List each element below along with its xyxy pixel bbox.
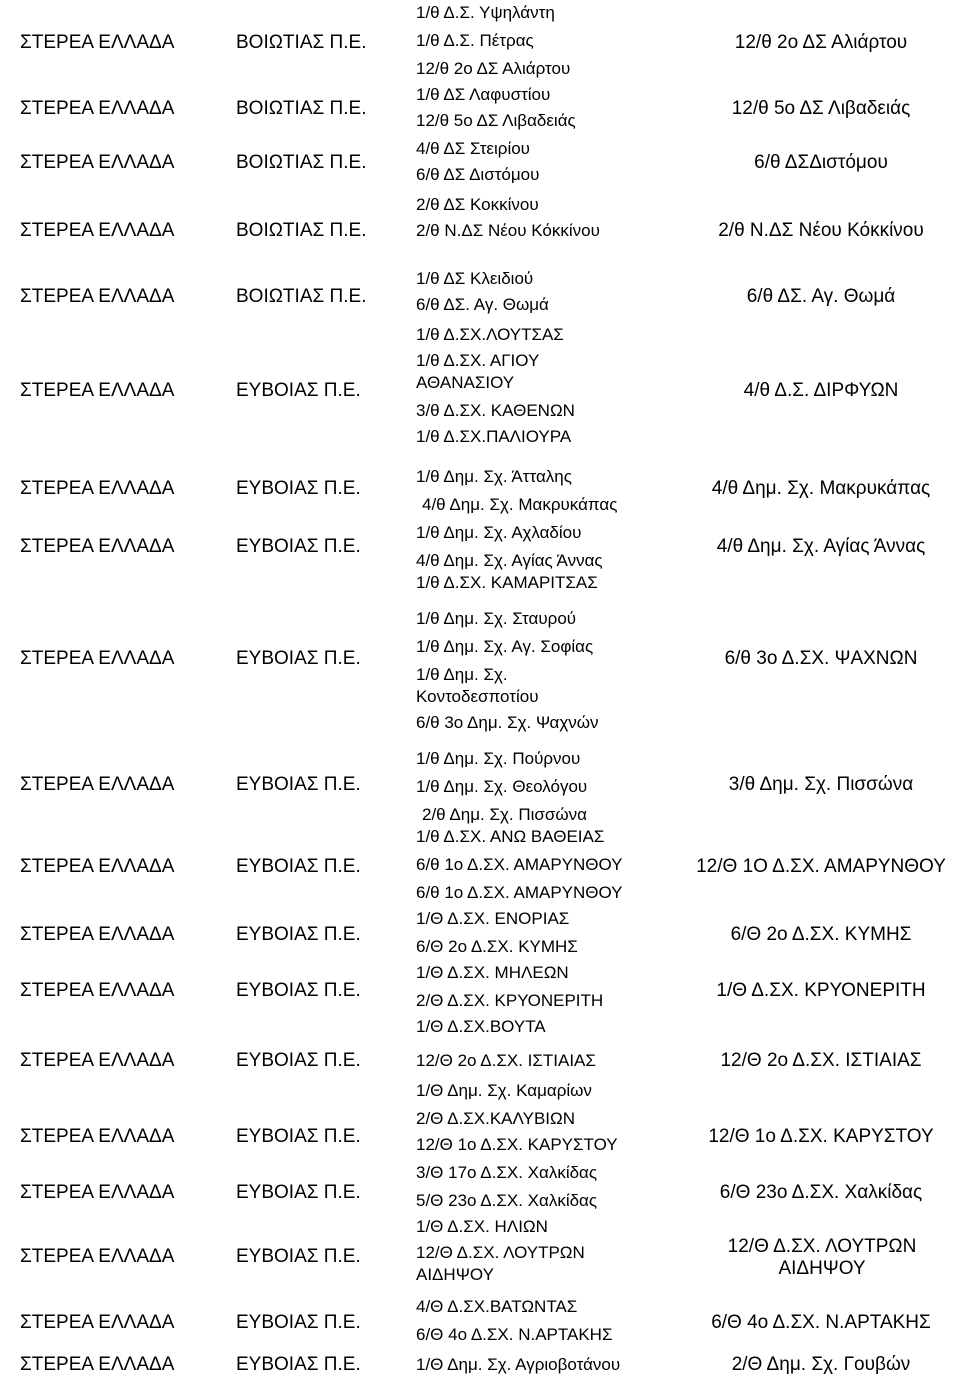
schools-cell bbox=[416, 1080, 686, 1156]
school-item: 1/θ ΔΣ Κλειδιού bbox=[416, 269, 534, 288]
merged-school-cell: 1/Θ Δ.ΣΧ. ΚΡΥΟΝΕΡΙΤΗ bbox=[716, 980, 926, 1001]
school-item: 1/θ Δ.ΣΧ.ΛΟΥΤΣΑΣ bbox=[416, 325, 564, 344]
school-item: 2/θ Ν.ΔΣ Νέου Κόκκίνου bbox=[416, 221, 600, 240]
unit-cell: ΒΟΙΩΤΙΑΣ Π.Ε. bbox=[236, 152, 367, 173]
unit-cell: ΕΥΒΟΙΑΣ Π.Ε. bbox=[236, 1312, 361, 1333]
schools-cell bbox=[416, 522, 686, 572]
school-item: 1/θ Δημ. Σχ. Κοντοδεσποτίου bbox=[416, 665, 539, 706]
table-row bbox=[0, 464, 960, 520]
unit-cell: ΕΥΒΟΙΑΣ Π.Ε. bbox=[236, 774, 361, 795]
region-cell: ΣΤΕΡΕΑ ΕΛΛΑΔΑ bbox=[20, 980, 175, 1001]
school-item: 5/Θ 23ο Δ.ΣΧ. Χαλκίδας bbox=[416, 1191, 598, 1210]
school-item: 1/θ Δ.Σ. Υψηλάντη bbox=[416, 3, 555, 22]
unit-cell: ΕΥΒΟΙΑΣ Π.Ε. bbox=[236, 648, 361, 669]
table-row bbox=[0, 522, 960, 574]
school-item: 6/θ 3ο Δημ. Σχ. Ψαχνών bbox=[416, 713, 599, 732]
school-item: 1/Θ Δ.ΣΧ. ΗΛΙΩΝ bbox=[416, 1217, 548, 1236]
school-item: 1/θ Δ.Σ. Πέτρας bbox=[416, 31, 534, 50]
unit-cell: ΒΟΙΩΤΙΑΣ Π.Ε. bbox=[236, 220, 367, 241]
table-row bbox=[0, 962, 960, 1014]
unit-cell: ΕΥΒΟΙΑΣ Π.Ε. bbox=[236, 1182, 361, 1203]
unit-cell: ΕΥΒΟΙΑΣ Π.Ε. bbox=[236, 856, 361, 877]
unit-cell: ΕΥΒΟΙΑΣ Π.Ε. bbox=[236, 536, 361, 557]
region-cell: ΣΤΕΡΕΑ ΕΛΛΑΔΑ bbox=[20, 380, 175, 401]
region-cell: ΣΤΕΡΕΑ ΕΛΛΑΔΑ bbox=[20, 1050, 175, 1071]
schools-cell bbox=[416, 324, 586, 448]
school-item: 12/θ 2ο ΔΣ Αλιάρτου bbox=[416, 59, 571, 78]
schools-cell bbox=[416, 826, 686, 904]
school-item: 12/Θ 1ο Δ.ΣΧ. ΚΑΡΥΣΤΟΥ bbox=[416, 1135, 618, 1154]
region-cell: ΣΤΕΡΕΑ ΕΛΛΑΔΑ bbox=[20, 1354, 175, 1375]
merged-school-cell: 12/θ 5ο ΔΣ Λιβαδειάς bbox=[731, 98, 911, 119]
schools-cell bbox=[416, 1296, 686, 1346]
table-row bbox=[0, 136, 960, 192]
region-cell: ΣΤΕΡΕΑ ΕΛΛΑΔΑ bbox=[20, 286, 175, 307]
table-row bbox=[0, 1162, 960, 1216]
schools-cell bbox=[416, 1162, 686, 1212]
unit-cell: ΕΥΒΟΙΑΣ Π.Ε. bbox=[236, 1050, 361, 1071]
table-row bbox=[0, 1296, 960, 1352]
merged-school-cell: 6/θ ΔΣ. Αγ. Θωμά bbox=[746, 286, 896, 307]
region-cell: ΣΤΕΡΕΑ ΕΛΛΑΔΑ bbox=[20, 152, 175, 173]
schools-cell bbox=[416, 268, 686, 316]
merged-school-cell: 6/Θ 4ο Δ.ΣΧ. Ν.ΑΡΤΑΚΗΣ bbox=[711, 1312, 931, 1333]
region-cell: ΣΤΕΡΕΑ ΕΛΛΑΔΑ bbox=[20, 1126, 175, 1147]
table-row bbox=[0, 1016, 960, 1078]
school-item: 6/θ ΔΣ Διστόμου bbox=[416, 165, 540, 184]
table-row bbox=[0, 0, 960, 80]
table-row bbox=[0, 1080, 960, 1160]
school-item: 6/θ ΔΣ. Αγ. Θωμά bbox=[416, 295, 549, 314]
region-cell: ΣΤΕΡΕΑ ΕΛΛΑΔΑ bbox=[20, 924, 175, 945]
unit-cell: ΕΥΒΟΙΑΣ Π.Ε. bbox=[236, 478, 361, 499]
region-cell: ΣΤΕΡΕΑ ΕΛΛΑΔΑ bbox=[20, 478, 175, 499]
region-cell: ΣΤΕΡΕΑ ΕΛΛΑΔΑ bbox=[20, 856, 175, 877]
unit-cell: ΒΟΙΩΤΙΑΣ Π.Ε. bbox=[236, 98, 367, 119]
school-item: 1/θ ΔΣ Λαφυστίου bbox=[416, 85, 551, 104]
unit-cell: ΕΥΒΟΙΑΣ Π.Ε. bbox=[236, 924, 361, 945]
merged-school-cell: 12/Θ Δ.ΣΧ. ΛΟΥΤΡΩΝ ΑΙΔΗΨΟΥ bbox=[727, 1236, 917, 1279]
merged-school-cell: 4/θ Δημ. Σχ. Αγίας Άννας bbox=[716, 536, 926, 557]
school-item: 1/Θ Δ.ΣΧ.ΒΟΥΤΑ bbox=[416, 1017, 546, 1036]
region-cell: ΣΤΕΡΕΑ ΕΛΛΑΔΑ bbox=[20, 774, 175, 795]
merged-school-cell: 2/Θ Δημ. Σχ. Γουβών bbox=[731, 1354, 911, 1375]
school-item: 6/θ 1ο Δ.ΣΧ. ΑΜΑΡΥΝΘΟΥ bbox=[416, 883, 623, 902]
table-row bbox=[0, 908, 960, 962]
merged-school-cell: 12/Θ 2ο Δ.ΣΧ. ΙΣΤΙΑΙΑΣ bbox=[720, 1050, 922, 1071]
school-item: 1/θ Δημ. Σχ. Αχλαδίου bbox=[416, 523, 582, 542]
schools-cell bbox=[416, 572, 606, 734]
region-cell: ΣΤΕΡΕΑ ΕΛΛΑΔΑ bbox=[20, 536, 175, 557]
school-item: 6/Θ 4ο Δ.ΣΧ. Ν.ΑΡΤΑΚΗΣ bbox=[416, 1325, 613, 1344]
unit-cell: ΕΥΒΟΙΑΣ Π.Ε. bbox=[236, 380, 361, 401]
region-cell: ΣΤΕΡΕΑ ΕΛΛΑΔΑ bbox=[20, 1312, 175, 1333]
region-cell: ΣΤΕΡΕΑ ΕΛΛΑΔΑ bbox=[20, 1246, 175, 1267]
merged-school-cell: 6/θ ΔΣΔιστόμου bbox=[754, 152, 888, 173]
merged-school-cell: 6/θ 3ο Δ.ΣΧ. ΨΑΧΝΩΝ bbox=[724, 648, 918, 669]
table-row bbox=[0, 572, 960, 744]
school-item: 1/θ Δ.ΣΧ. ΚΑΜΑΡΙΤΣΑΣ bbox=[416, 573, 598, 592]
school-item: 1/Θ Δ.ΣΧ. ΕΝΟΡΙΑΣ bbox=[416, 909, 570, 928]
unit-cell: ΕΥΒΟΙΑΣ Π.Ε. bbox=[236, 1126, 361, 1147]
school-item: 2/Θ Δ.ΣΧ.ΚΑΛΥΒΙΩΝ bbox=[416, 1109, 575, 1128]
school-item: 4/θ ΔΣ Στειρίου bbox=[416, 139, 530, 158]
schools-cell bbox=[416, 908, 686, 958]
schools-cell bbox=[416, 1354, 686, 1376]
school-item: 4/θ Δημ. Σχ. Αγίας Άννας bbox=[416, 551, 603, 570]
merged-school-cell: 3/θ Δημ. Σχ. Πισσώνα bbox=[728, 774, 914, 795]
merged-school-cell: 4/θ Δ.Σ. ΔΙΡΦΥΩΝ bbox=[743, 380, 899, 401]
school-item: 6/Θ 2ο Δ.ΣΧ. ΚΥΜΗΣ bbox=[416, 937, 578, 956]
schools-cell bbox=[416, 1216, 616, 1286]
school-item: 1/Θ Δ.ΣΧ. ΜΗΛΕΩΝ bbox=[416, 963, 569, 982]
school-item: 2/θ Δημ. Σχ. Πισσώνα bbox=[422, 805, 587, 824]
school-item: 4/θ Δημ. Σχ. Μακρυκάπας bbox=[422, 495, 618, 514]
school-item: 12/θ 5ο ΔΣ Λιβαδειάς bbox=[416, 111, 576, 130]
school-item: 12/Θ Δ.ΣΧ. ΛΟΥΤΡΩΝ ΑΙΔΗΨΟΥ bbox=[416, 1243, 585, 1284]
merged-school-cell: 4/θ Δημ. Σχ. Μακρυκάπας bbox=[711, 478, 931, 499]
merged-school-cell: 12/Θ 1Ο Δ.ΣΧ. ΑΜΑΡΥΝΘΟΥ bbox=[696, 856, 946, 877]
merged-school-cell: 6/Θ 23ο Δ.ΣΧ. Χαλκίδας bbox=[719, 1182, 923, 1203]
school-item: 1/θ Δημ. Σχ. Αγ. Σοφίας bbox=[416, 637, 594, 656]
merged-school-cell: 2/θ Ν.ΔΣ Νέου Κόκκίνου bbox=[718, 220, 924, 241]
schools-cell bbox=[416, 84, 686, 132]
schools-cell bbox=[416, 466, 686, 516]
table-row bbox=[0, 826, 960, 906]
table-row bbox=[0, 746, 960, 826]
school-item: 1/Θ Δημ. Σχ. Αγριοβοτάνου bbox=[416, 1355, 621, 1374]
merged-school-cell: 12/θ 2ο ΔΣ Αλιάρτου bbox=[734, 32, 908, 53]
unit-cell: ΕΥΒΟΙΑΣ Π.Ε. bbox=[236, 980, 361, 1001]
school-item: 2/θ ΔΣ Κοκκίνου bbox=[416, 195, 539, 214]
school-item: 1/Θ Δημ. Σχ. Καμαρίων bbox=[416, 1081, 592, 1100]
schools-cell bbox=[416, 962, 686, 1012]
unit-cell: ΒΟΙΩΤΙΑΣ Π.Ε. bbox=[236, 32, 367, 53]
school-item: 3/Θ 17ο Δ.ΣΧ. Χαλκίδας bbox=[416, 1163, 598, 1182]
school-item: 12/Θ 2ο Δ.ΣΧ. ΙΣΤΙΑΙΑΣ bbox=[416, 1051, 596, 1070]
school-item: 1/θ Δ.ΣΧ.ΠΑΛΙΟΥΡΑ bbox=[416, 427, 572, 446]
region-cell: ΣΤΕΡΕΑ ΕΛΛΑΔΑ bbox=[20, 648, 175, 669]
region-cell: ΣΤΕΡΕΑ ΕΛΛΑΔΑ bbox=[20, 98, 175, 119]
school-item: 1/θ Δημ. Σχ. Σταυρού bbox=[416, 609, 577, 628]
school-item: 1/θ Δ.ΣΧ. ΑΓΙΟΥ ΑΘΑΝΑΣΙΟΥ bbox=[416, 351, 539, 392]
unit-cell: ΒΟΙΩΤΙΑΣ Π.Ε. bbox=[236, 286, 367, 307]
school-item: 3/θ Δ.ΣΧ. ΚΑΘΕΝΩΝ bbox=[416, 401, 575, 420]
table-row bbox=[0, 1352, 960, 1382]
school-item: 1/θ Δημ. Σχ. Άτταλης bbox=[416, 467, 572, 486]
table-row bbox=[0, 1216, 960, 1296]
unit-cell: ΕΥΒΟΙΑΣ Π.Ε. bbox=[236, 1354, 361, 1375]
region-cell: ΣΤΕΡΕΑ ΕΛΛΑΔΑ bbox=[20, 220, 175, 241]
table-row bbox=[0, 322, 960, 454]
schools-cell bbox=[416, 748, 686, 826]
school-item: 1/θ Δημ. Σχ. Θεολόγου bbox=[416, 777, 588, 796]
table-row bbox=[0, 192, 960, 248]
schools-cell bbox=[416, 194, 686, 242]
table-row bbox=[0, 266, 960, 322]
region-cell: ΣΤΕΡΕΑ ΕΛΛΑΔΑ bbox=[20, 32, 175, 53]
school-item: 1/θ Δημ. Σχ. Πούρνου bbox=[416, 749, 581, 768]
schools-cell bbox=[416, 138, 686, 186]
school-item: 1/θ Δ.ΣΧ. ΑΝΩ ΒΑΘΕΙΑΣ bbox=[416, 827, 605, 846]
table-row bbox=[0, 82, 960, 136]
schools-cell bbox=[416, 2, 686, 80]
school-item: 6/θ 1ο Δ.ΣΧ. ΑΜΑΡΥΝΘΟΥ bbox=[416, 855, 623, 874]
school-item: 4/Θ Δ.ΣΧ.ΒΑΤΩΝΤΑΣ bbox=[416, 1297, 578, 1316]
unit-cell: ΕΥΒΟΙΑΣ Π.Ε. bbox=[236, 1246, 361, 1267]
merged-school-cell: 6/Θ 2ο Δ.ΣΧ. ΚΥΜΗΣ bbox=[730, 924, 912, 945]
school-item: 2/Θ Δ.ΣΧ. ΚΡΥΟΝΕΡΙΤΗ bbox=[416, 991, 604, 1010]
schools-cell bbox=[416, 1016, 686, 1072]
merged-school-cell: 12/Θ 1ο Δ.ΣΧ. ΚΑΡΥΣΤΟΥ bbox=[708, 1126, 934, 1147]
region-cell: ΣΤΕΡΕΑ ΕΛΛΑΔΑ bbox=[20, 1182, 175, 1203]
